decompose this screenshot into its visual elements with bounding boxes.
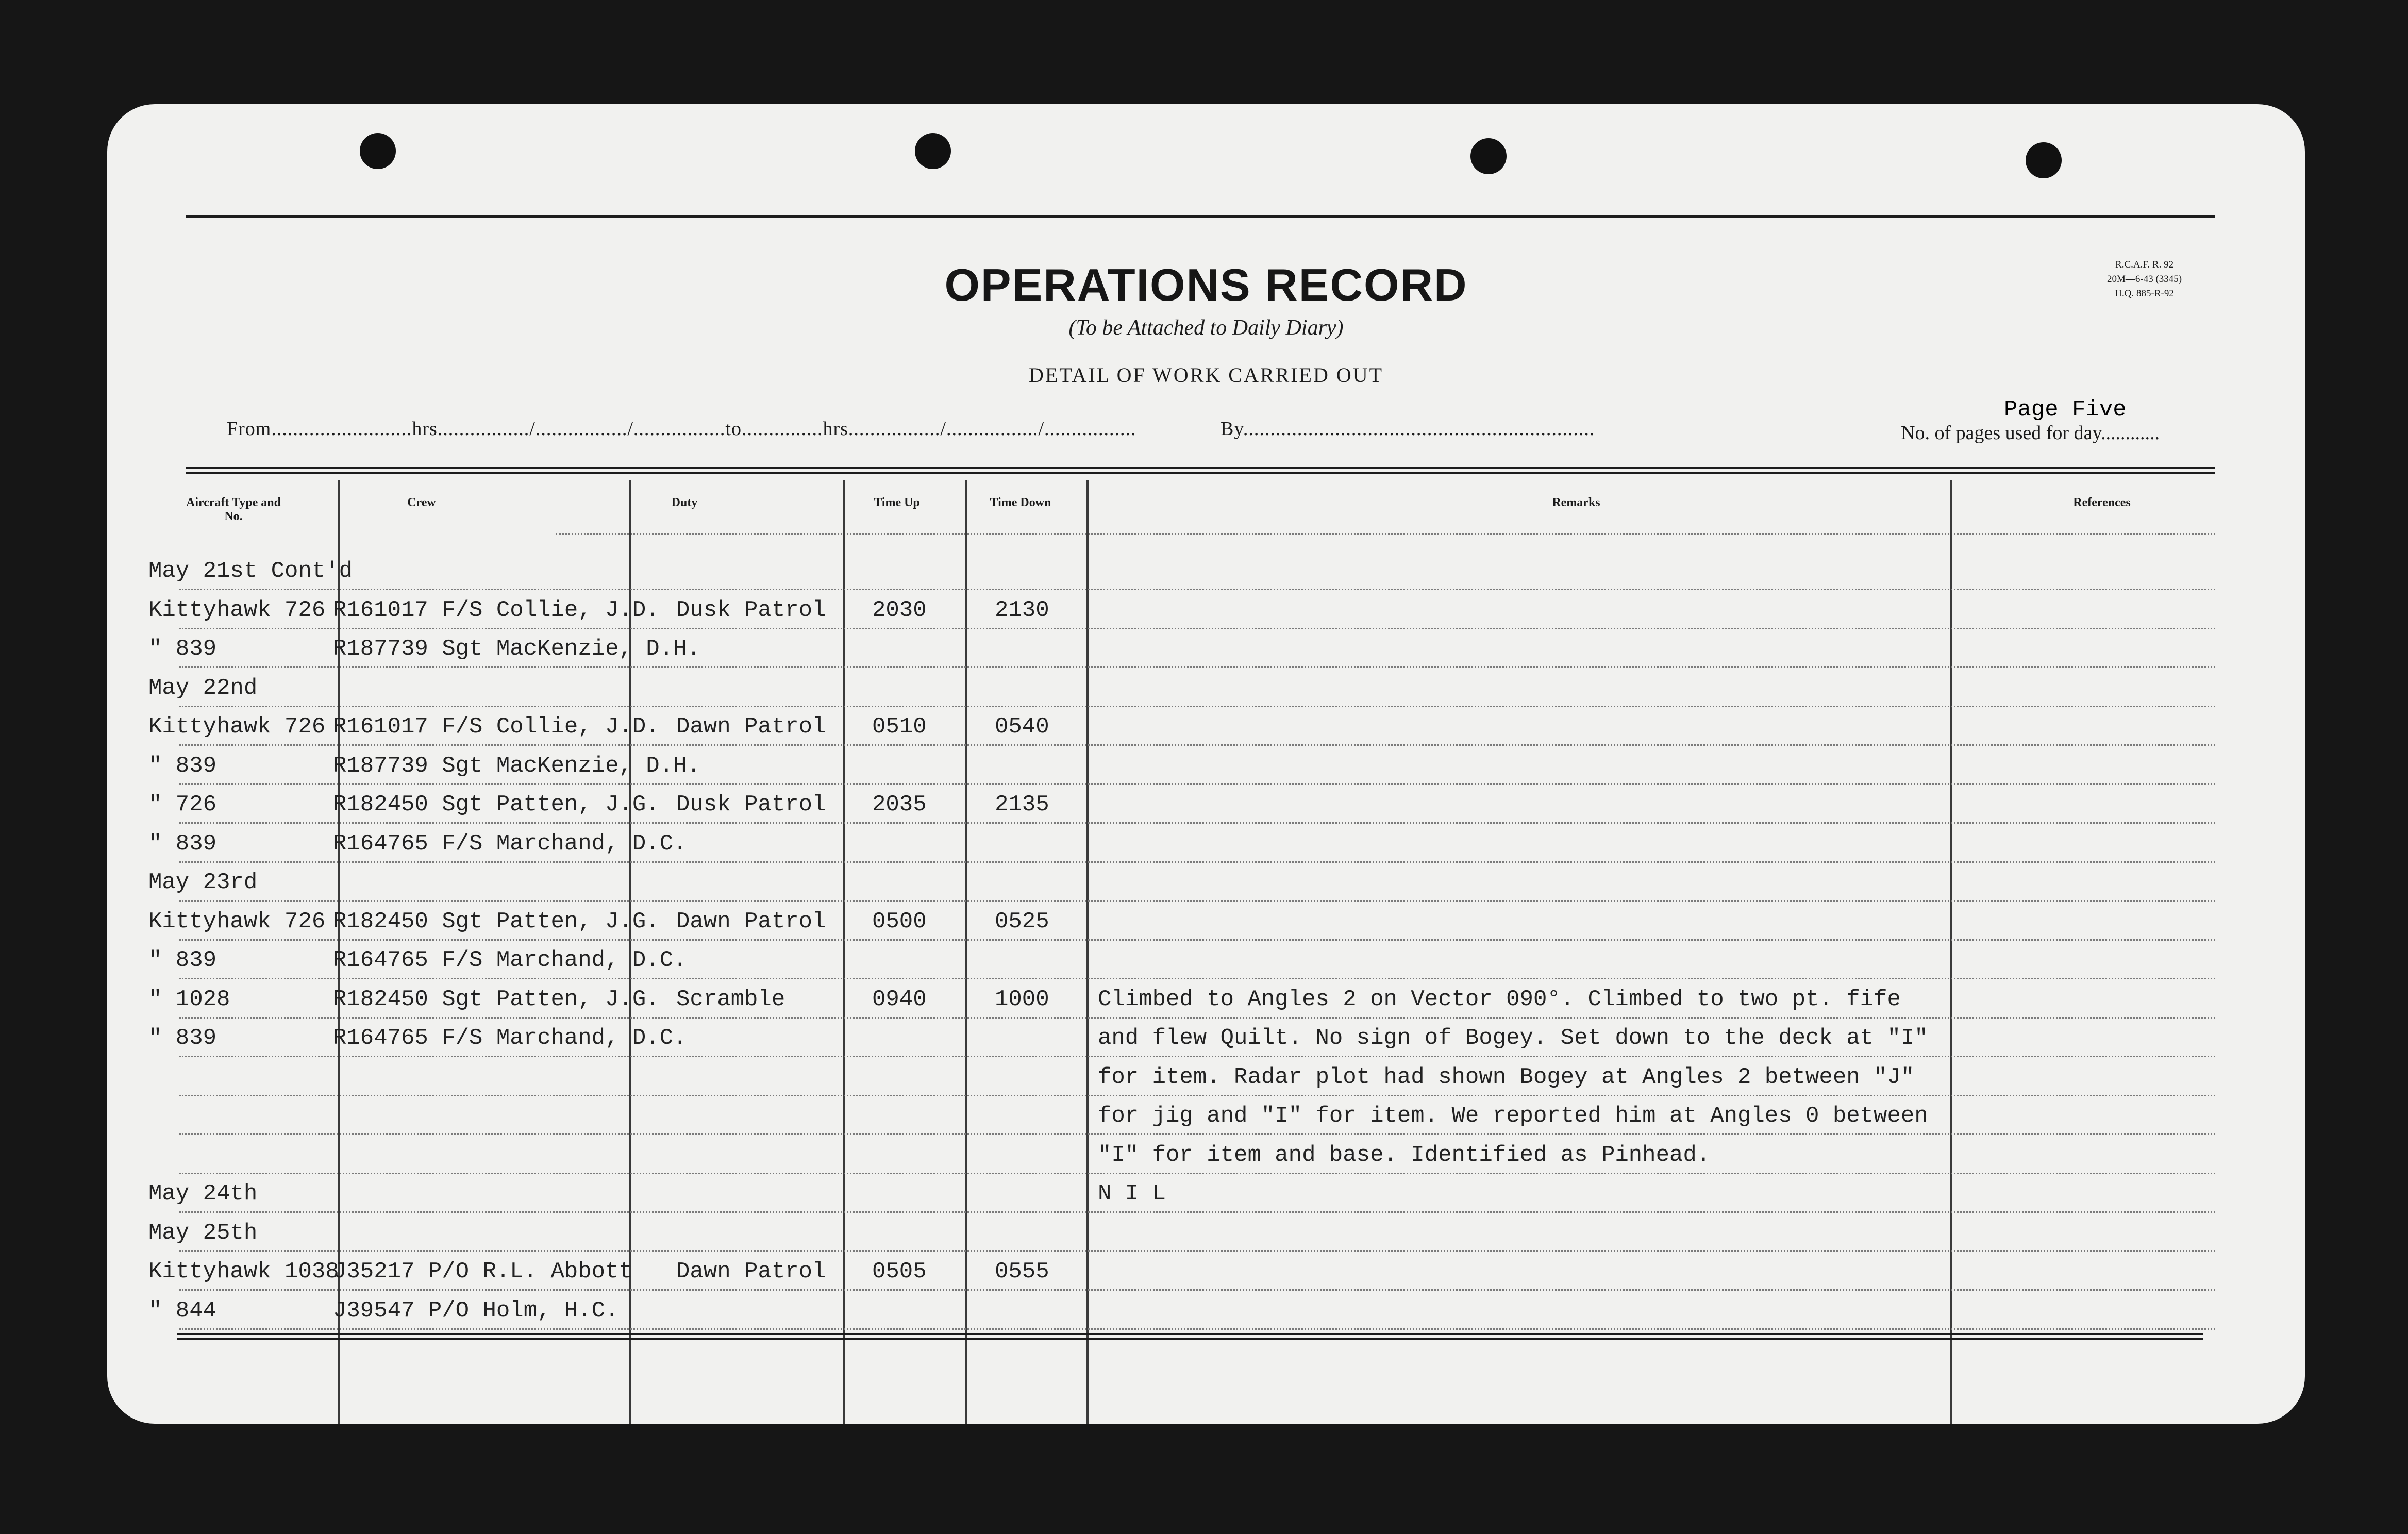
aircraft-cell: May 21st Cont'd xyxy=(148,558,353,584)
form-code xyxy=(2107,258,2182,301)
aircraft-cell: Kittyhawk 1038 xyxy=(148,1259,339,1285)
remarks-cell: Climbed to Angles 2 on Vector 090°. Climbed to two pt. fife xyxy=(1098,986,1901,1012)
aircraft-cell: " 726 xyxy=(148,792,217,818)
aircraft-cell: " 839 xyxy=(148,1025,217,1051)
row-ruling xyxy=(179,1289,2215,1291)
top-rule xyxy=(186,215,2215,218)
from-line: From..........................hrs................./................./.................to...............hrs................./................./................. xyxy=(227,418,1136,440)
page-number: Page Five xyxy=(2004,397,2127,423)
row-ruling xyxy=(179,628,2215,629)
row-ruling xyxy=(179,1095,2215,1096)
table-row xyxy=(107,1103,2305,1142)
aircraft-cell: " 1028 xyxy=(148,986,230,1012)
crew-cell: J35217 P/O R.L. Abbott xyxy=(333,1259,632,1285)
row-ruling xyxy=(179,861,2215,863)
table-row xyxy=(107,1180,2305,1220)
crew-cell: R187739 Sgt MacKenzie, D.H. xyxy=(333,753,700,779)
aircraft-cell: Kittyhawk 726 xyxy=(148,597,326,623)
duty-cell: Dawn Patrol xyxy=(676,908,826,935)
duty-cell: Dawn Patrol xyxy=(676,714,826,740)
column-header-time-down: Time Down xyxy=(990,496,1051,509)
by-line: By................................................................. xyxy=(1220,418,1595,440)
remarks-cell: and flew Quilt. No sign of Bogey. Set down to the deck at "I" xyxy=(1098,1025,1928,1051)
column-header-remarks: Remarks xyxy=(1552,496,1600,509)
duty-cell: Dusk Patrol xyxy=(676,792,826,818)
row-ruling xyxy=(179,822,2215,824)
table-row xyxy=(107,986,2305,1025)
row-ruling xyxy=(179,1250,2215,1252)
column-header-crew: Crew xyxy=(407,496,436,509)
row-ruling xyxy=(179,1328,2215,1330)
table-row xyxy=(107,791,2305,830)
table-row xyxy=(107,675,2305,714)
row-ruling xyxy=(179,939,2215,941)
row-ruling xyxy=(179,1056,2215,1057)
table-row xyxy=(107,830,2305,870)
crew-cell: J39547 P/O Holm, H.C. xyxy=(333,1297,619,1324)
row-ruling xyxy=(179,1133,2215,1135)
time-up-cell: 0500 xyxy=(872,908,927,935)
table-row xyxy=(107,1258,2305,1297)
time-down-cell: 2135 xyxy=(995,792,1049,818)
form-title: OPERATIONS RECORD xyxy=(944,259,1468,310)
table-row xyxy=(107,636,2305,675)
punch-hole xyxy=(2026,142,2062,178)
header-separator xyxy=(556,533,2215,535)
aircraft-cell: " 844 xyxy=(148,1297,217,1324)
aircraft-cell: May 23rd xyxy=(148,870,258,895)
remarks-cell: N I L xyxy=(1098,1181,1166,1207)
row-ruling xyxy=(179,900,2215,902)
row-ruling xyxy=(179,1211,2215,1213)
crew-cell: R187739 Sgt MacKenzie, D.H. xyxy=(333,636,700,662)
table-row xyxy=(107,597,2305,636)
crew-cell: R182450 Sgt Patten, J.G. xyxy=(333,986,660,1012)
table-row xyxy=(107,908,2305,947)
operations-record-card xyxy=(107,104,2305,1424)
form-subtitle: (To be Attached to Daily Diary) xyxy=(1068,316,1344,340)
table-row xyxy=(107,753,2305,792)
table-row xyxy=(107,1025,2305,1064)
aircraft-cell: " 839 xyxy=(148,636,217,662)
crew-cell: R182450 Sgt Patten, J.G. xyxy=(333,792,660,818)
bottom-rule xyxy=(177,1333,2203,1335)
time-up-cell: 2030 xyxy=(872,597,927,623)
table-row xyxy=(107,1297,2305,1337)
row-ruling xyxy=(179,666,2215,668)
column-header-time-up: Time Up xyxy=(874,496,920,509)
duty-cell: Dusk Patrol xyxy=(676,597,826,623)
row-ruling xyxy=(179,706,2215,707)
bottom-rule xyxy=(177,1338,2203,1340)
crew-cell: R161017 F/S Collie, J.D. xyxy=(333,714,660,740)
table-row xyxy=(107,1220,2305,1259)
pages-used-line: No. of pages used for day............ xyxy=(1901,422,2160,444)
aircraft-cell: " 839 xyxy=(148,753,217,779)
header-rule xyxy=(186,467,2215,469)
row-ruling xyxy=(179,589,2215,590)
crew-cell: R164765 F/S Marchand, D.C. xyxy=(333,947,687,973)
aircraft-cell: May 24th xyxy=(148,1181,258,1207)
table-row xyxy=(107,947,2305,986)
aircraft-cell: May 22nd xyxy=(148,675,258,701)
detail-heading: DETAIL OF WORK CARRIED OUT xyxy=(1028,363,1384,387)
punch-hole xyxy=(1470,138,1507,174)
table-row xyxy=(107,558,2305,597)
time-down-cell: 0525 xyxy=(995,908,1049,935)
time-down-cell: 0555 xyxy=(995,1259,1049,1285)
table-row xyxy=(107,869,2305,908)
time-up-cell: 2035 xyxy=(872,792,927,818)
remarks-cell: "I" for item and base. Identified as Pinhead. xyxy=(1098,1142,1711,1168)
crew-cell: R182450 Sgt Patten, J.G. xyxy=(333,908,660,935)
row-ruling xyxy=(179,744,2215,746)
table-row xyxy=(107,1064,2305,1103)
crew-cell: R164765 F/S Marchand, D.C. xyxy=(333,830,687,857)
aircraft-cell: " 839 xyxy=(148,947,217,973)
crew-cell: R161017 F/S Collie, J.D. xyxy=(333,597,660,623)
time-down-cell: 2130 xyxy=(995,597,1049,623)
row-ruling xyxy=(179,1173,2215,1174)
time-up-cell: 0510 xyxy=(872,714,927,740)
form-code-line: R.C.A.F. R. 92 xyxy=(2115,259,2174,270)
form-code-line: 20M—6-43 (3345) xyxy=(2107,274,2182,285)
row-ruling xyxy=(179,1017,2215,1019)
table-row xyxy=(107,713,2305,753)
punch-hole xyxy=(360,133,396,169)
remarks-cell: for jig and "I" for item. We reported him at Angles 0 between xyxy=(1098,1103,1928,1129)
header-rule xyxy=(186,472,2215,474)
row-ruling xyxy=(179,978,2215,979)
column-header-duty: Duty xyxy=(671,496,698,509)
column-header-references: References xyxy=(2073,496,2131,509)
crew-cell: R164765 F/S Marchand, D.C. xyxy=(333,1025,687,1051)
row-ruling xyxy=(179,783,2215,785)
duty-cell: Dawn Patrol xyxy=(676,1259,826,1285)
column-header-aircraft: Aircraft Type and No. xyxy=(186,496,281,523)
remarks-cell: for item. Radar plot had shown Bogey at Angles 2 between "J" xyxy=(1098,1064,1915,1090)
aircraft-cell: Kittyhawk 726 xyxy=(148,908,326,935)
punch-hole xyxy=(915,133,951,169)
table-row xyxy=(107,1142,2305,1181)
duty-cell: Scramble xyxy=(676,986,785,1012)
time-down-cell: 1000 xyxy=(995,986,1049,1012)
aircraft-cell: " 839 xyxy=(148,830,217,857)
time-up-cell: 0940 xyxy=(872,986,927,1012)
time-down-cell: 0540 xyxy=(995,714,1049,740)
aircraft-cell: May 25th xyxy=(148,1220,258,1246)
time-up-cell: 0505 xyxy=(872,1259,927,1285)
aircraft-cell: Kittyhawk 726 xyxy=(148,714,326,740)
form-code-line: H.Q. 885-R-92 xyxy=(2115,288,2174,299)
